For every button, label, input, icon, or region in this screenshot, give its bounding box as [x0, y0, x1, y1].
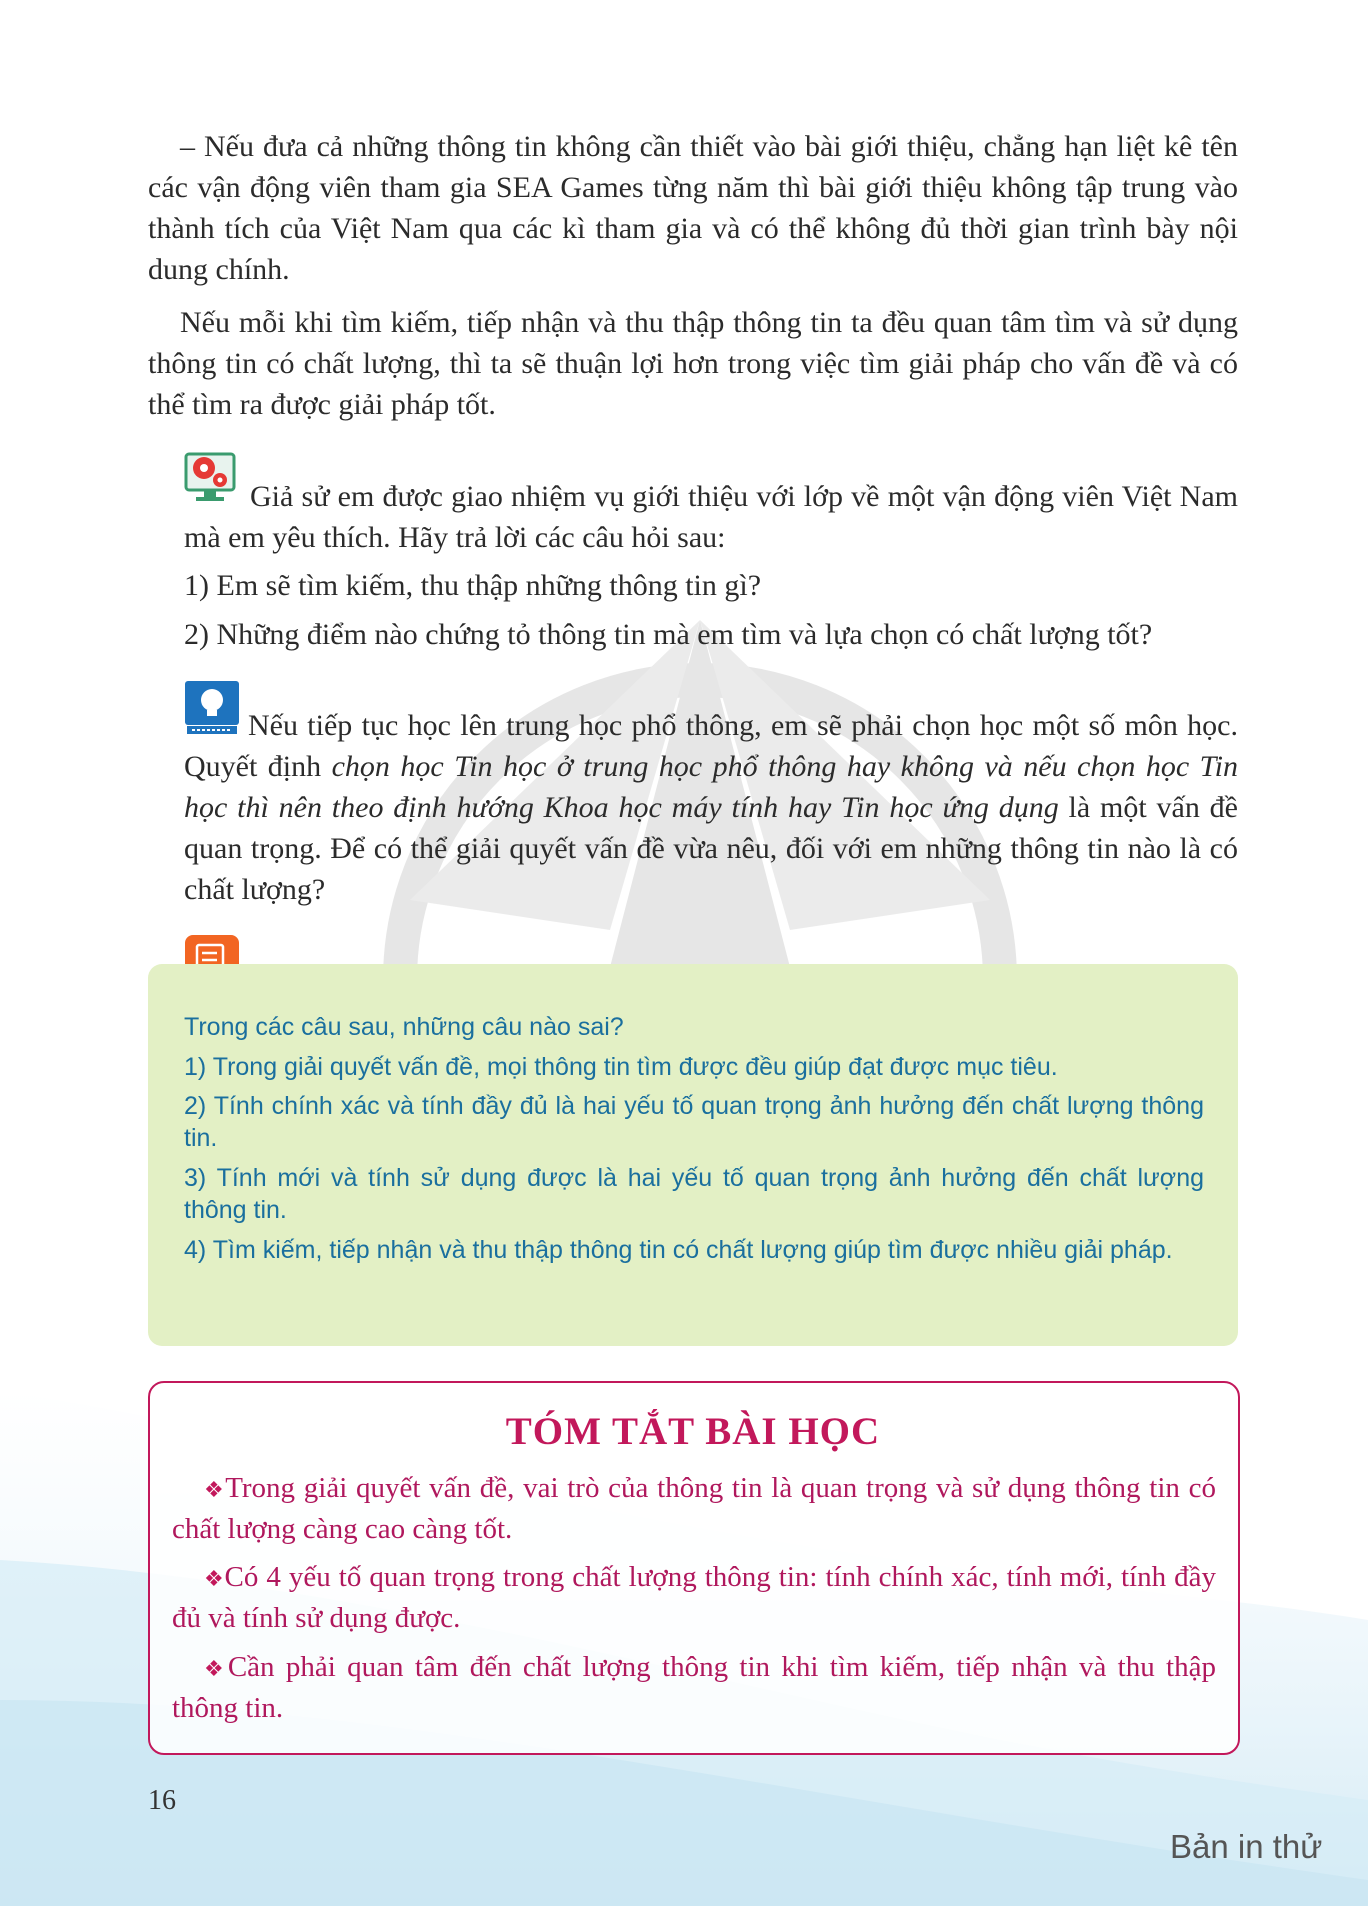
paragraph-intro: – Nếu đưa cả những thông tin không cần thiết vào bài giới thiệu, chẳng hạn liệt kê tên các vận động viên tham gia SEA Games từng năm thì bài giới thiệu không tập trung vào thành tích của Việt Nam qua các kì tham gia và có thể không đủ thời gian trình bày nội dung chính.: [148, 130, 1238, 286]
application-text: [184, 705, 1238, 910]
application-text-italic: chọn học Tin học ở trung học phổ thông hay không và nếu chọn học Tin học thì nên theo định hướng Khoa học máy tính hay Tin học ứng dụng: [184, 750, 1238, 824]
diamond-bullet-icon: ❖: [204, 1657, 228, 1682]
paragraph-summary: Nếu mỗi khi tìm kiếm, tiếp nhận và thu thập thông tin ta đều quan tâm tìm và sử dụng thông tin có chất lượng, thì ta sẽ thuận lợi hơn trong việc tìm giải pháp cho vấn đề và có thể tìm ra được giải pháp tốt.: [148, 306, 1238, 421]
page-number: 16: [148, 1785, 176, 1816]
application-text-part-b: là một vấn đề quan trọng. Để có thể giải quyết vấn đề vừa nêu, đối với em những thông tin nào là có chất lượng?: [184, 791, 1238, 906]
quiz-item-2: 2) Tính chính xác và tính đầy đủ là hai yếu tố quan trọng ảnh hưởng đến chất lượng thông tin.: [184, 1092, 1204, 1152]
quiz-item-3: 3) Tính mới và tính sử dụng được là hai yếu tố quan trọng ảnh hưởng đến chất lượng thông tin.: [184, 1164, 1204, 1224]
activity-question-1: 1) Em sẽ tìm kiếm, thu thập những thông tin gì?: [184, 569, 762, 602]
application-text-part-a: Nếu tiếp tục học lên trung học phổ thông, em sẽ phải chọn học một số môn học. Quyết định: [184, 709, 1238, 783]
quiz-item-1: 1) Trong giải quyết vấn đề, mọi thông tin tìm được đều giúp đạt được mục tiêu.: [184, 1053, 1058, 1081]
activity-intro: Giả sử em được giao nhiệm vụ giới thiệu với lớp về một vận động viên Việt Nam mà em yêu thích. Hãy trả lời các câu hỏi sau:: [184, 480, 1238, 554]
summary-item-2-text: Có 4 yếu tố quan trọng trong chất lượng thông tin: tính chính xác, tính mới, tính đầy đủ và tính sử dụng được.: [172, 1561, 1216, 1634]
draft-label: Bản in thử: [1170, 1828, 1323, 1865]
summary-item-3: [172, 1648, 1216, 1727]
activity-question-2: 2) Những điểm nào chứng tỏ thông tin mà em tìm và lựa chọn có chất lượng tốt?: [184, 618, 1153, 651]
quiz-item-4: 4) Tìm kiếm, tiếp nhận và thu thập thông tin có chất lượng giúp tìm được nhiều giải pháp.: [184, 1236, 1173, 1264]
summary-item-1-text: Trong giải quyết vấn đề, vai trò của thông tin là quan trọng và sử dụng thông tin có chất lượng càng cao càng tốt.: [172, 1472, 1216, 1545]
diamond-bullet-icon: ❖: [204, 1567, 225, 1592]
summary-title: TÓM TẮT BÀI HỌC: [505, 1410, 881, 1453]
summary-item-3-text: Cần phải quan tâm đến chất lượng thông tin khi tìm kiếm, tiếp nhận và thu thập thông tin.: [172, 1651, 1216, 1724]
diamond-bullet-icon: ❖: [204, 1478, 226, 1503]
quiz-question: Trong các câu sau, những câu nào sai?: [184, 1013, 624, 1041]
summary-item-2: [172, 1558, 1216, 1637]
summary-item-1: [172, 1469, 1216, 1548]
